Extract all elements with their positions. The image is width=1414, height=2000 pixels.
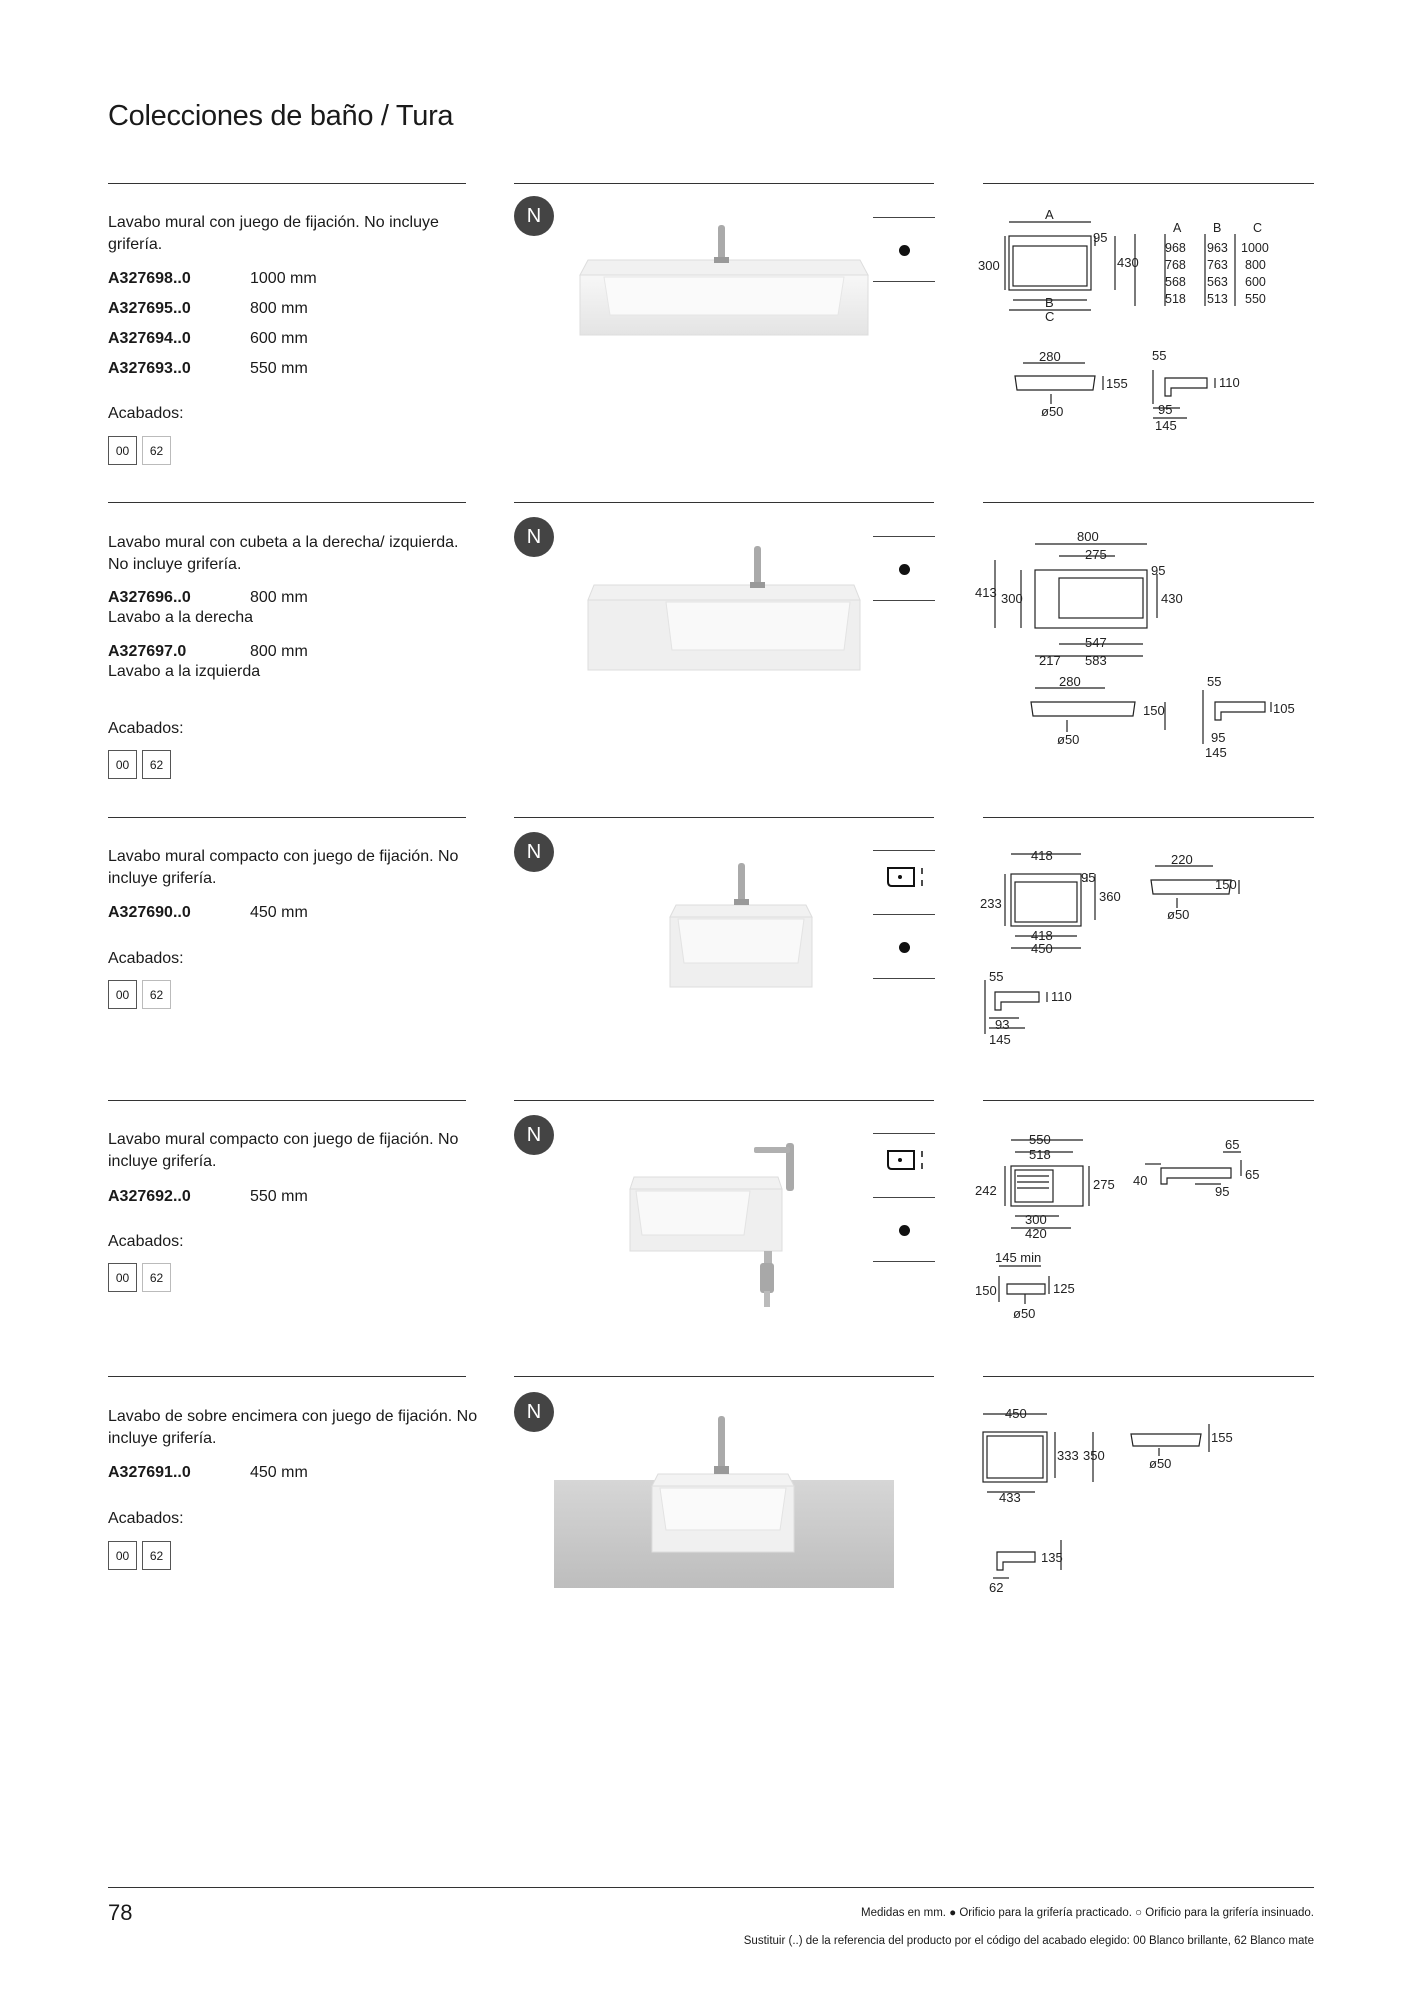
dim-label: 433 xyxy=(999,1490,1021,1505)
table-cell: 563 xyxy=(1207,275,1228,289)
divider xyxy=(514,183,934,184)
dim-label: 155 xyxy=(1211,1430,1233,1445)
dim-label: 350 xyxy=(1083,1448,1105,1463)
legend-divider xyxy=(873,600,935,601)
product-size: 800 mm xyxy=(250,589,308,606)
tap-hole-drilled-icon xyxy=(899,1225,910,1236)
divider xyxy=(108,502,466,503)
divider xyxy=(983,183,1314,184)
code-row xyxy=(108,898,308,928)
dim-label: 518 xyxy=(1029,1147,1051,1162)
dim-label: 217 xyxy=(1039,653,1061,668)
dim-label: 93 xyxy=(995,1017,1010,1032)
dim-label: 420 xyxy=(1025,1226,1047,1241)
washbasin-photo xyxy=(514,540,934,690)
product-description: Lavabo mural con cubeta a la derecha/ izquierda. No incluye grifería. xyxy=(108,534,459,573)
technical-drawing xyxy=(975,1126,1315,1336)
page-title: Colecciones de baño / Tura xyxy=(108,100,454,132)
page-number: 78 xyxy=(108,1900,133,1925)
divider xyxy=(983,1376,1314,1377)
dim-label: 418 xyxy=(1031,848,1053,863)
product-size: 800 mm xyxy=(250,300,308,317)
dim-label: 275 xyxy=(1085,547,1107,562)
dim-label: 95 xyxy=(1215,1184,1230,1199)
dim-label: 583 xyxy=(1085,653,1107,668)
product-code: A327698..0 xyxy=(108,270,191,287)
code-row xyxy=(108,1182,308,1212)
finish-swatch-62: 62 xyxy=(142,980,171,1009)
finish-swatch-62: 62 xyxy=(142,1541,171,1570)
product-size: 1000 mm xyxy=(250,270,317,287)
dim-label: 55 xyxy=(1207,674,1222,689)
dim-label: 145 xyxy=(1205,745,1227,760)
finishes-label: Acabados: xyxy=(108,1233,184,1250)
dim-label: C xyxy=(1045,309,1055,324)
table-header: C xyxy=(1253,221,1263,235)
table-header: B xyxy=(1213,221,1222,235)
product-code: A327690..0 xyxy=(108,904,191,921)
table-header: A xyxy=(1173,221,1182,235)
dim-label: 110 xyxy=(1219,375,1240,390)
divider xyxy=(514,502,934,503)
dim-label: 233 xyxy=(980,896,1002,911)
technical-drawing xyxy=(975,842,1315,1067)
product-size: 450 mm xyxy=(250,904,308,921)
divider xyxy=(514,1100,934,1101)
code-row xyxy=(108,1458,308,1488)
dim-label: 145 xyxy=(989,1032,1011,1047)
dim-label: 145 xyxy=(1155,418,1177,433)
legend-divider xyxy=(873,850,935,851)
dim-label: 280 xyxy=(1039,349,1061,364)
new-badge: N xyxy=(514,517,554,557)
footer-divider xyxy=(108,1887,1314,1888)
dim-label: 95 xyxy=(1211,730,1226,745)
dim-label: 95 xyxy=(1081,870,1096,885)
divider xyxy=(108,183,466,184)
dim-label: 95 xyxy=(1093,230,1108,245)
dim-label: 65 xyxy=(1225,1137,1240,1152)
finishes-label: Acabados: xyxy=(108,405,184,422)
product-description: Lavabo mural compacto con juego de fijación. No incluye grifería. xyxy=(108,1131,459,1170)
dim-label: 450 xyxy=(1005,1406,1027,1421)
product-size: 600 mm xyxy=(250,330,308,347)
product-codes xyxy=(108,898,308,928)
footnote-finish-codes: Sustituir (..) de la referencia del producto por el código del acabado elegido: 00 Blanco brillante, 62 Blanco mate xyxy=(743,1935,1314,1947)
dim-label: 105 xyxy=(1273,701,1295,716)
legend-divider xyxy=(873,1261,935,1262)
product-code: A327697.0 xyxy=(108,643,187,660)
tap-hole-drilled-icon xyxy=(899,245,910,256)
product-code: A327691..0 xyxy=(108,1464,191,1481)
table-cell: 513 xyxy=(1207,292,1228,306)
code-row xyxy=(108,588,308,628)
product-codes xyxy=(108,588,308,696)
dim-label: 55 xyxy=(1152,348,1167,363)
washbasin-photo xyxy=(514,855,934,1005)
table-cell: 568 xyxy=(1165,275,1186,289)
product-code: A327694..0 xyxy=(108,330,191,347)
dim-label: 275 xyxy=(1093,1177,1115,1192)
divider xyxy=(514,1376,934,1377)
dim-label: 110 xyxy=(1051,989,1072,1004)
dim-label: ø50 xyxy=(1057,732,1080,747)
new-badge: N xyxy=(514,1392,554,1432)
finish-swatch-62: 62 xyxy=(142,1263,171,1292)
dim-label: 333 xyxy=(1057,1448,1079,1463)
dim-label: 155 xyxy=(1106,376,1128,391)
dim-label: ø50 xyxy=(1149,1456,1172,1471)
dim-label: 300 xyxy=(1025,1212,1047,1227)
dim-label: 547 xyxy=(1085,635,1107,650)
divider xyxy=(983,1100,1314,1101)
finish-swatches xyxy=(108,1541,171,1570)
finish-swatches xyxy=(108,750,171,779)
dim-label: 65 xyxy=(1245,1167,1260,1182)
technical-drawing xyxy=(975,530,1315,770)
dim-label: 280 xyxy=(1059,674,1081,689)
table-cell: 963 xyxy=(1207,241,1228,255)
dimension-table xyxy=(1165,221,1269,306)
dim-label: 418 xyxy=(1031,928,1053,943)
table-cell: 968 xyxy=(1165,241,1186,255)
table-cell: 768 xyxy=(1165,258,1186,272)
footnote-measurements: Medidas en mm. ● Orificio para la grifería practicado. ○ Orificio para la grifería insinuado. xyxy=(861,1907,1314,1919)
product-code: A327693..0 xyxy=(108,360,191,377)
wall-mounted-icon xyxy=(886,864,926,890)
finish-swatch-00: 00 xyxy=(108,1263,137,1292)
divider xyxy=(514,817,934,818)
tap-hole-drilled-icon xyxy=(899,942,910,953)
dim-label: 62 xyxy=(989,1580,1004,1595)
legend-divider xyxy=(873,1197,935,1198)
dim-label: 800 xyxy=(1077,530,1099,544)
dim-label: 125 xyxy=(1053,1281,1075,1296)
legend-divider xyxy=(873,536,935,537)
product-code: A327695..0 xyxy=(108,300,191,317)
dim-label: 220 xyxy=(1171,852,1193,867)
finish-swatch-00: 00 xyxy=(108,750,137,779)
wall-mounted-icon xyxy=(886,1147,926,1173)
table-cell: 800 xyxy=(1245,258,1266,272)
product-variant-note: Lavabo a la derecha xyxy=(108,609,253,626)
new-badge: N xyxy=(514,196,554,236)
divider xyxy=(983,502,1314,503)
dim-label: 550 xyxy=(1029,1132,1051,1147)
table-cell: 518 xyxy=(1165,292,1186,306)
product-variant-note: Lavabo a la izquierda xyxy=(108,663,261,680)
finish-swatch-00: 00 xyxy=(108,1541,137,1570)
table-cell: 763 xyxy=(1207,258,1228,272)
tap-hole-drilled-icon xyxy=(899,564,910,575)
dim-label: 430 xyxy=(1117,255,1139,270)
product-codes xyxy=(108,264,317,384)
washbasin-photo xyxy=(514,1135,934,1310)
product-size: 450 mm xyxy=(250,1464,308,1481)
product-code: A327696..0 xyxy=(108,589,191,606)
divider xyxy=(983,817,1314,818)
code-row xyxy=(108,324,317,354)
code-row xyxy=(108,294,317,324)
finishes-label: Acabados: xyxy=(108,720,184,737)
finish-swatch-00: 00 xyxy=(108,436,137,465)
code-row xyxy=(108,354,317,384)
dim-label: 95 xyxy=(1151,563,1166,578)
dim-label: 40 xyxy=(1133,1173,1148,1188)
product-codes xyxy=(108,1182,308,1212)
dim-label: ø50 xyxy=(1041,404,1064,419)
product-size: 550 mm xyxy=(250,1188,308,1205)
divider xyxy=(108,817,466,818)
finish-swatches xyxy=(108,436,171,465)
legend-divider xyxy=(873,217,935,218)
product-size: 800 mm xyxy=(250,643,308,660)
new-badge: N xyxy=(514,832,554,872)
table-cell: 550 xyxy=(1245,292,1266,306)
legend-divider xyxy=(873,1133,935,1134)
finish-swatches xyxy=(108,980,171,1009)
legend-divider xyxy=(873,914,935,915)
product-description: Lavabo mural con juego de fijación. No incluye grifería. xyxy=(108,214,439,253)
washbasin-photo xyxy=(514,215,934,350)
new-badge: N xyxy=(514,1115,554,1155)
divider xyxy=(108,1376,466,1377)
dim-label: ø50 xyxy=(1013,1306,1036,1321)
dim-label: 150 xyxy=(975,1283,997,1298)
dim-label: 360 xyxy=(1099,889,1121,904)
finishes-label: Acabados: xyxy=(108,950,184,967)
product-description: Lavabo de sobre encimera con juego de fijación. No incluye grifería. xyxy=(108,1408,478,1447)
table-cell: 600 xyxy=(1245,275,1266,289)
finish-swatch-62: 62 xyxy=(142,750,171,779)
finish-swatch-62: 62 xyxy=(142,436,171,465)
product-codes xyxy=(108,1458,308,1488)
code-row xyxy=(108,264,317,294)
product-code: A327692..0 xyxy=(108,1188,191,1205)
dim-label: 95 xyxy=(1158,402,1173,417)
divider xyxy=(108,1100,466,1101)
finishes-label: Acabados: xyxy=(108,1510,184,1527)
legend-divider xyxy=(873,978,935,979)
code-row xyxy=(108,642,308,682)
dim-label: B xyxy=(1045,295,1054,310)
product-size: 550 mm xyxy=(250,360,308,377)
finish-swatch-00: 00 xyxy=(108,980,137,1009)
dim-label: 242 xyxy=(975,1183,997,1198)
dim-label: 150 xyxy=(1143,703,1165,718)
dim-label: 55 xyxy=(989,969,1004,984)
legend-divider xyxy=(873,281,935,282)
technical-drawing xyxy=(975,208,1315,438)
product-description: Lavabo mural compacto con juego de fijación. No incluye grifería. xyxy=(108,848,459,887)
finish-swatches xyxy=(108,1263,171,1292)
table-cell: 1000 xyxy=(1241,241,1269,255)
dim-label: 150 xyxy=(1215,877,1237,892)
dim-label: 145 min xyxy=(995,1250,1042,1265)
dim-label: 413 xyxy=(975,585,997,600)
dim-label: A xyxy=(1045,208,1054,222)
dim-label: 300 xyxy=(978,258,1000,273)
dim-label: 300 xyxy=(1001,591,1023,606)
dim-label: 430 xyxy=(1161,591,1183,606)
dim-label: 135 xyxy=(1041,1550,1063,1565)
dim-label: 450 xyxy=(1031,941,1053,956)
washbasin-photo xyxy=(514,1410,934,1590)
dim-label: ø50 xyxy=(1167,907,1190,922)
technical-drawing xyxy=(975,1402,1315,1602)
